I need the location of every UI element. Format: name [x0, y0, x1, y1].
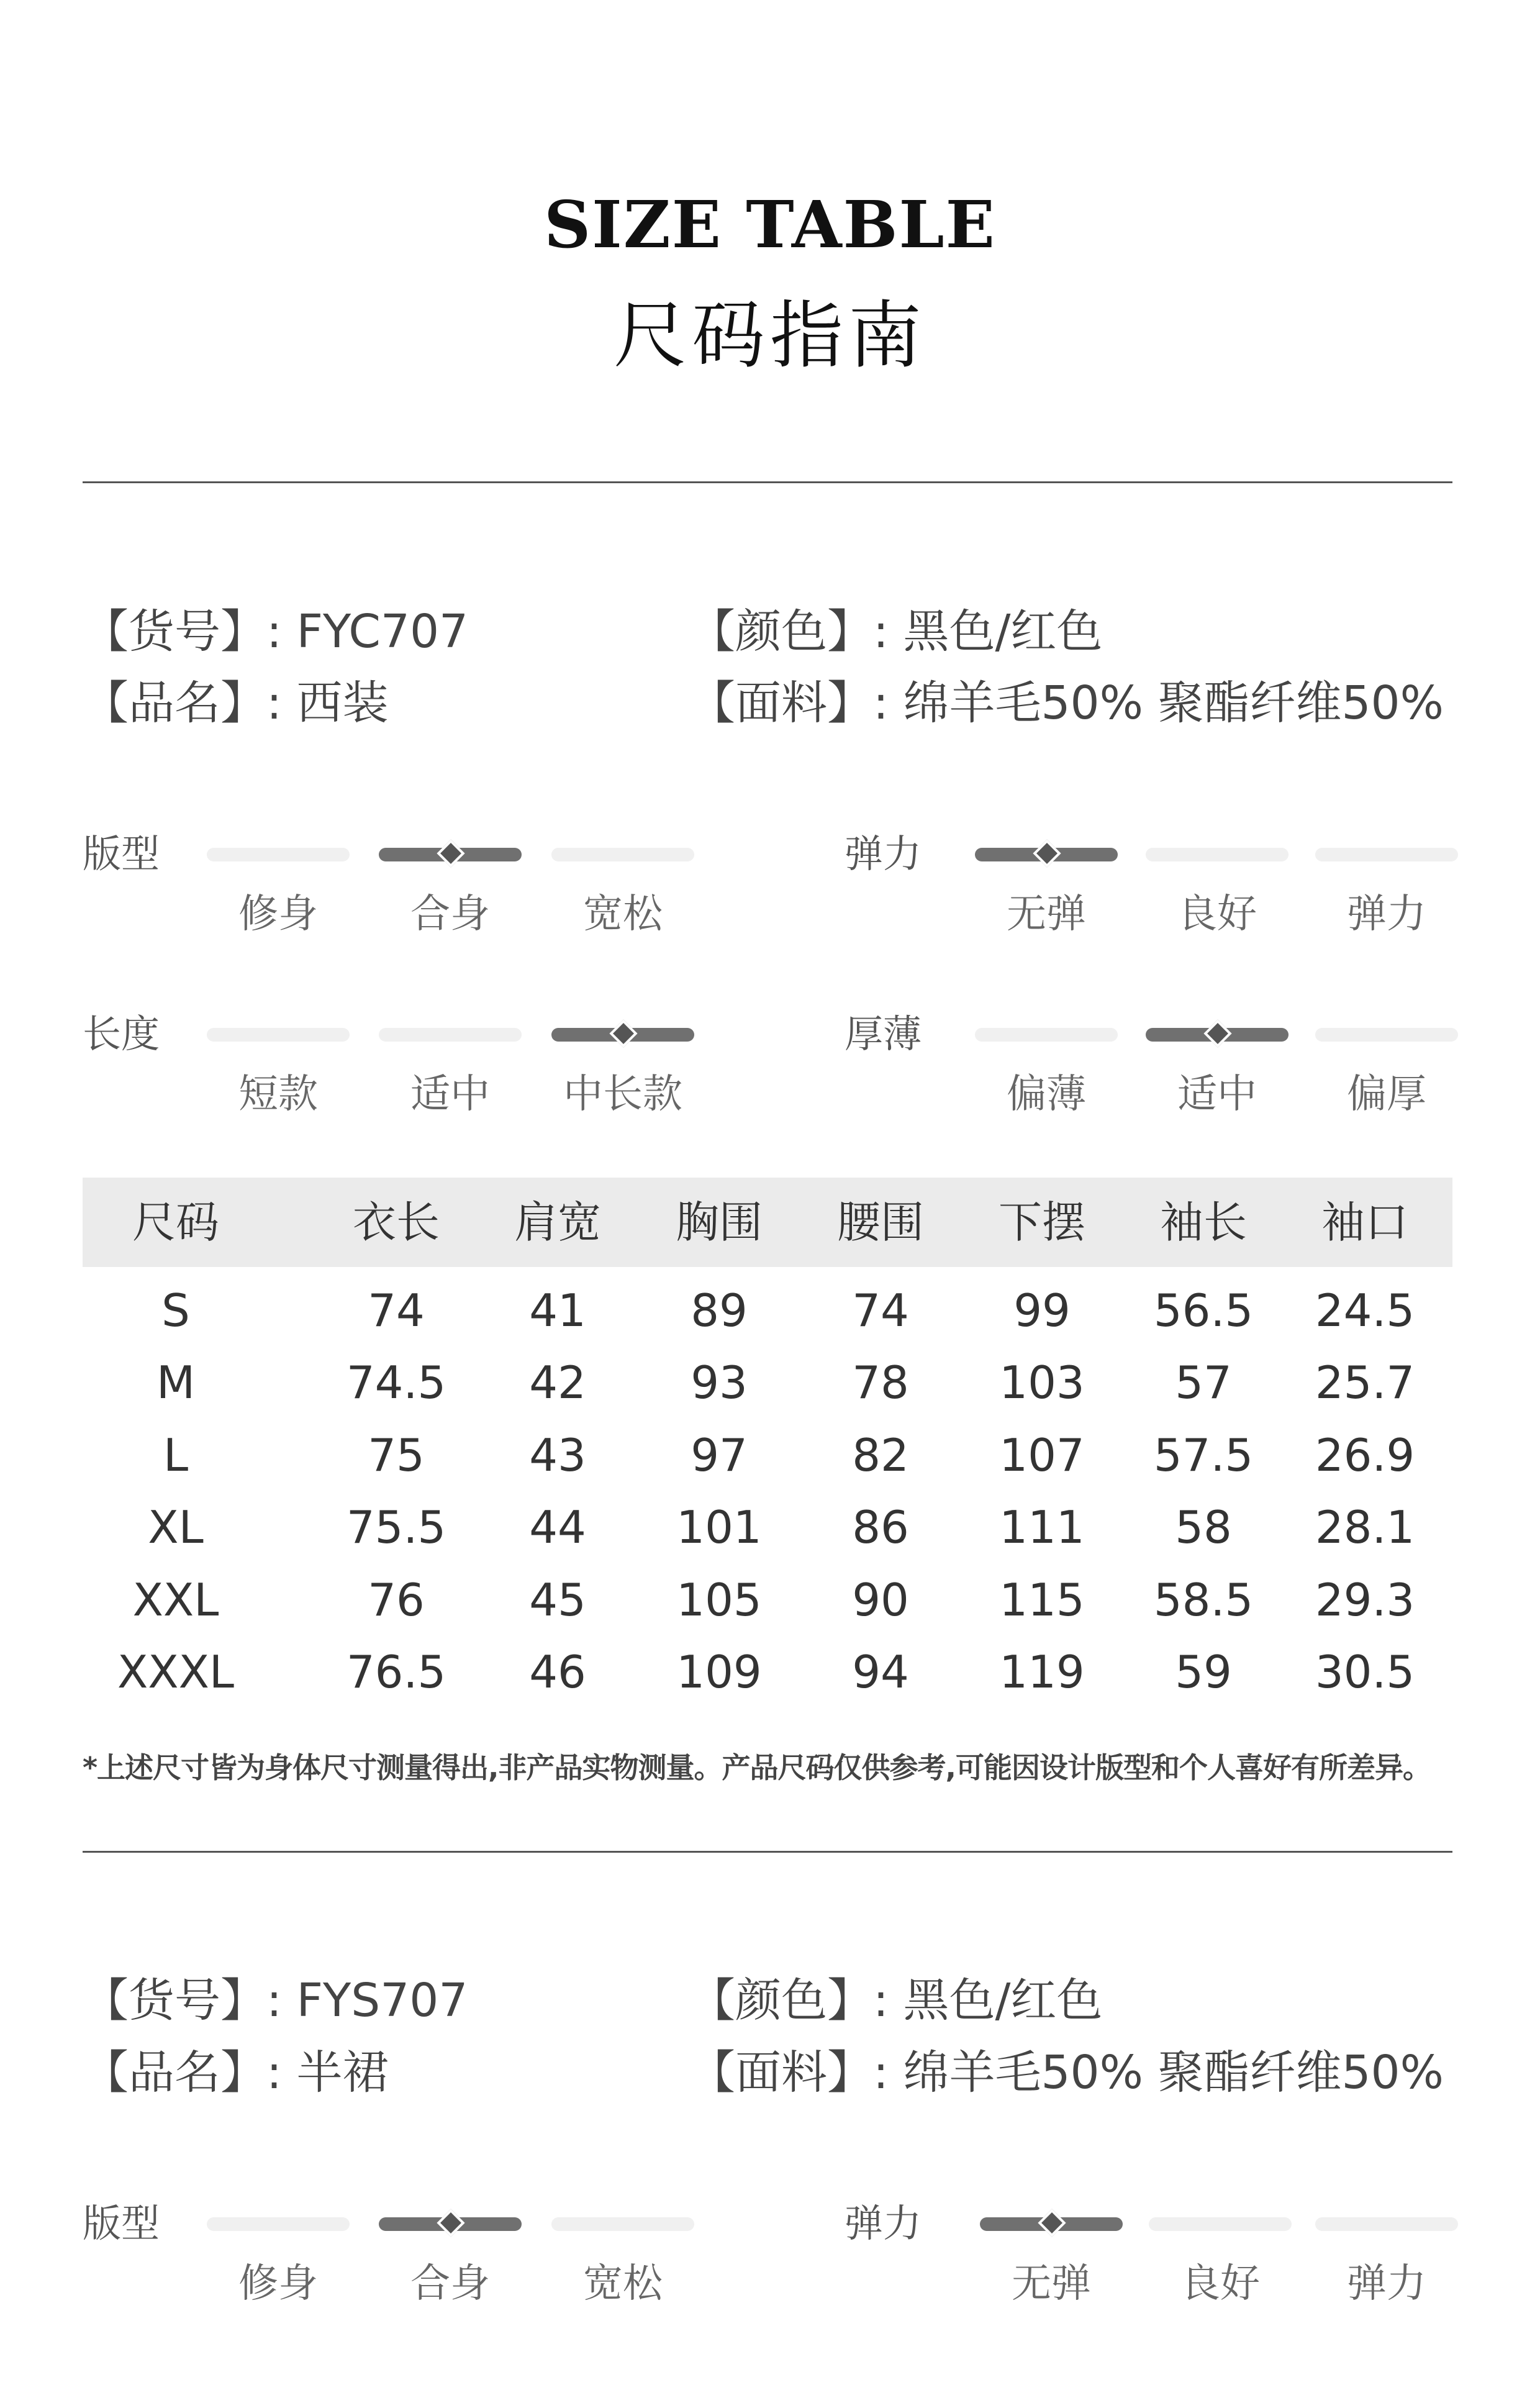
- option-label: 良好: [1180, 2261, 1260, 2307]
- option-label: 短款: [238, 1071, 318, 1117]
- cell-size: S: [161, 1284, 190, 1337]
- name-value: 西装: [296, 676, 389, 730]
- cell-cuff: 29.3: [1315, 1573, 1415, 1626]
- table-row: [83, 1564, 1452, 1636]
- product2-fabric: [689, 2036, 1444, 2102]
- product1-name: [83, 666, 388, 732]
- color-value: 黑色/红色: [903, 1974, 1103, 2027]
- cell-waist: 82: [852, 1429, 909, 1481]
- name-label: 【品名】:: [83, 676, 297, 730]
- fabric-label: 【面料】:: [689, 2046, 904, 2099]
- cell-size: XXL: [132, 1573, 219, 1626]
- cell-cuff: 26.9: [1315, 1429, 1415, 1481]
- header-size: 尺码: [132, 1197, 219, 1248]
- option-label: 偏薄: [1007, 1071, 1086, 1117]
- attr-label: 版型: [83, 2201, 160, 2246]
- cell-size: XL: [148, 1501, 204, 1554]
- attr-label: 弹力: [845, 2201, 922, 2246]
- cell-cuff: 24.5: [1315, 1284, 1415, 1337]
- cell-shoulder: 41: [529, 1284, 586, 1337]
- option-label: 适中: [1177, 1071, 1257, 1117]
- code-value: FYS707: [296, 1974, 468, 2027]
- header-chest: 胸围: [676, 1197, 763, 1248]
- attr-label: 版型: [83, 831, 160, 876]
- name-value: 半裙: [296, 2046, 389, 2099]
- cell-chest: 89: [691, 1284, 748, 1337]
- table-row: [83, 1491, 1452, 1563]
- cell-length: 76.5: [346, 1646, 446, 1698]
- fabric-label: 【面料】:: [689, 676, 904, 730]
- cell-sleeve-length: 58: [1175, 1501, 1232, 1554]
- cell-hem: 119: [999, 1646, 1085, 1698]
- option-label: 中长款: [563, 1071, 682, 1117]
- cell-hem: 111: [999, 1501, 1085, 1554]
- fabric-value: 绵羊毛50% 聚酯纤维50%: [903, 676, 1444, 730]
- cell-chest: 109: [676, 1646, 762, 1698]
- cell-hem: 107: [999, 1429, 1085, 1481]
- cell-shoulder: 43: [529, 1429, 586, 1481]
- size-table-header: [83, 1178, 1452, 1267]
- cell-cuff: 30.5: [1315, 1646, 1415, 1698]
- option-label: 无弹: [1007, 891, 1086, 937]
- header-waist: 腰围: [837, 1197, 924, 1248]
- cell-size: M: [156, 1356, 196, 1409]
- table-row: [83, 1347, 1452, 1419]
- code-label: 【货号】:: [83, 605, 297, 658]
- table-row: [83, 1274, 1452, 1347]
- diamond-marker-icon: [1038, 2209, 1066, 2237]
- cell-cuff: 28.1: [1315, 1501, 1415, 1554]
- divider-top: [83, 481, 1452, 483]
- product1-code: [83, 595, 468, 661]
- product2-name: [83, 2036, 388, 2102]
- option-label: 弹力: [1347, 2261, 1426, 2307]
- option-label: 合身: [410, 2261, 490, 2307]
- name-label: 【品名】:: [83, 2046, 297, 2099]
- cell-shoulder: 46: [529, 1646, 586, 1698]
- diamond-marker-icon: [437, 839, 464, 867]
- cell-sleeve-length: 58.5: [1153, 1573, 1254, 1626]
- color-value: 黑色/红色: [903, 605, 1103, 658]
- cell-waist: 86: [852, 1501, 909, 1554]
- cell-sleeve-length: 57: [1175, 1356, 1232, 1409]
- product2-color: [689, 1964, 1102, 2030]
- cell-shoulder: 42: [529, 1356, 586, 1409]
- diamond-marker-icon: [437, 2209, 464, 2237]
- cell-waist: 78: [852, 1356, 909, 1409]
- cell-sleeve-length: 56.5: [1153, 1284, 1254, 1337]
- attr-label: 长度: [83, 1011, 160, 1056]
- cell-hem: 103: [999, 1356, 1085, 1409]
- cell-waist: 94: [852, 1646, 909, 1698]
- header-sleeve-length: 袖长: [1160, 1197, 1247, 1248]
- cell-length: 74.5: [346, 1356, 446, 1409]
- cell-chest: 105: [676, 1573, 762, 1626]
- cell-chest: 101: [676, 1501, 762, 1554]
- cell-size: XXXL: [117, 1646, 235, 1698]
- cell-length: 74: [368, 1284, 425, 1337]
- cell-size: L: [163, 1429, 189, 1481]
- cell-length: 75: [368, 1429, 425, 1481]
- cell-sleeve-length: 57.5: [1153, 1429, 1254, 1481]
- header-shoulder: 肩宽: [514, 1197, 601, 1248]
- product1-fabric: [689, 666, 1444, 732]
- diamond-marker-icon: [1033, 839, 1061, 867]
- diamond-marker-icon: [609, 1019, 637, 1047]
- cell-cuff: 25.7: [1315, 1356, 1415, 1409]
- option-label: 无弹: [1012, 2261, 1091, 2307]
- cell-length: 76: [368, 1573, 425, 1626]
- header-length: 衣长: [353, 1197, 440, 1248]
- option-label: 修身: [238, 891, 318, 937]
- option-label: 合身: [410, 891, 490, 937]
- cell-chest: 97: [691, 1429, 748, 1481]
- cell-hem: 115: [999, 1573, 1085, 1626]
- code-value: FYC707: [296, 605, 469, 658]
- fabric-value: 绵羊毛50% 聚酯纤维50%: [903, 2046, 1444, 2099]
- cell-length: 75.5: [346, 1501, 446, 1554]
- title-english: SIZE TABLE: [544, 186, 996, 263]
- header-cuff: 袖口: [1321, 1197, 1408, 1248]
- option-label: 良好: [1177, 891, 1257, 937]
- table-row: [83, 1636, 1452, 1708]
- cell-waist: 74: [852, 1284, 909, 1337]
- cell-chest: 93: [691, 1356, 748, 1409]
- option-label: 适中: [410, 1071, 490, 1117]
- product2-code: [83, 1964, 468, 2030]
- cell-shoulder: 44: [529, 1501, 586, 1554]
- title-chinese: 尺码指南: [613, 293, 926, 378]
- code-label: 【货号】:: [83, 1974, 297, 2027]
- cell-waist: 90: [852, 1573, 909, 1626]
- attr-label: 弹力: [845, 831, 922, 876]
- attr-label: 厚薄: [845, 1011, 922, 1056]
- table-row: [83, 1419, 1452, 1491]
- option-label: 偏厚: [1347, 1071, 1426, 1117]
- option-label: 宽松: [583, 891, 663, 937]
- size-note: *上述尺寸皆为身体尺寸测量得出,非产品实物测量。产品尺码仅供参考,可能因设计版型和个人喜好有所差异。: [83, 1751, 1431, 1784]
- color-label: 【颜色】:: [689, 605, 904, 658]
- cell-sleeve-length: 59: [1175, 1646, 1232, 1698]
- divider-middle: [83, 1851, 1452, 1853]
- color-label: 【颜色】:: [689, 1974, 904, 2027]
- product1-color: [689, 595, 1102, 661]
- cell-hem: 99: [1013, 1284, 1071, 1337]
- cell-shoulder: 45: [529, 1573, 586, 1626]
- header-hem: 下摆: [999, 1197, 1085, 1248]
- diamond-marker-icon: [1203, 1019, 1231, 1047]
- option-label: 宽松: [583, 2261, 663, 2307]
- option-label: 弹力: [1347, 891, 1426, 937]
- option-label: 修身: [238, 2261, 318, 2307]
